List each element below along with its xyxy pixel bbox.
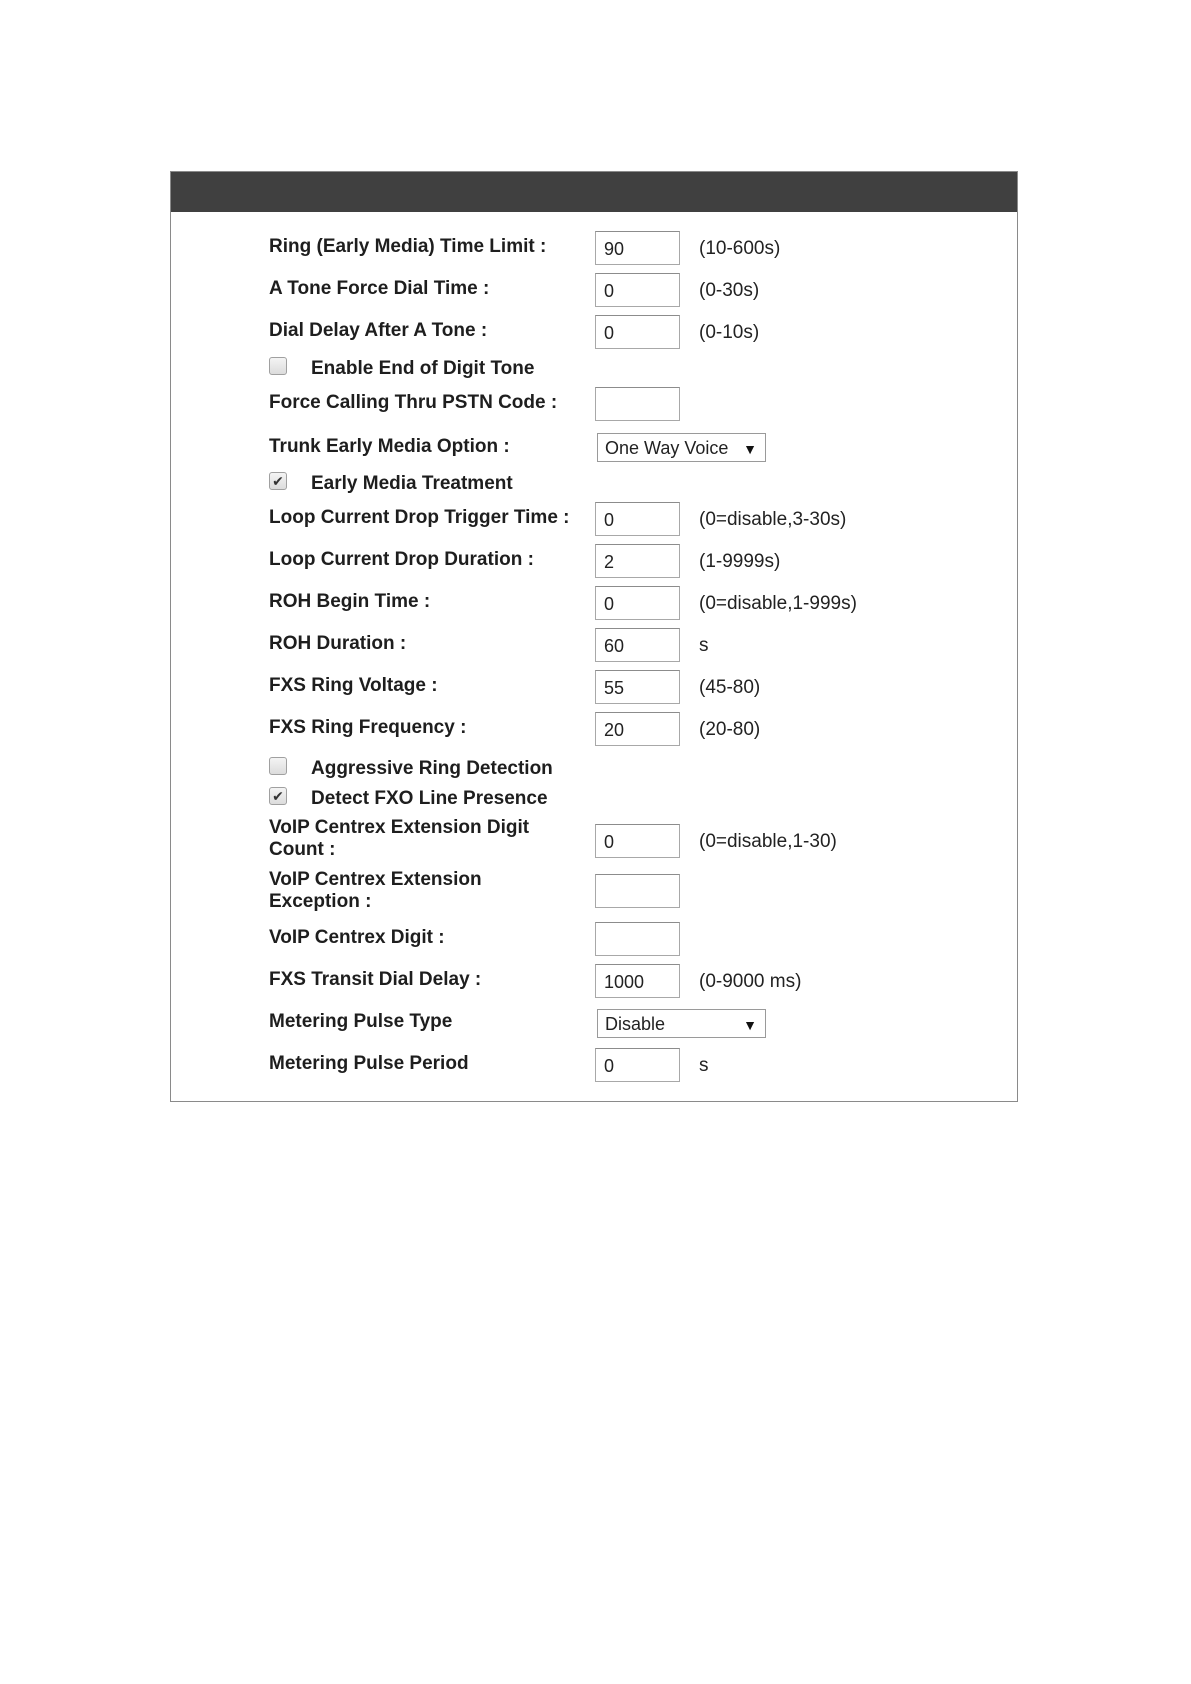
fxs-ring-voltage-input[interactable]: 55 bbox=[595, 670, 680, 704]
centrex-exception-input[interactable] bbox=[595, 874, 680, 908]
loop-drop-trigger-label: Loop Current Drop Trigger Time : bbox=[269, 507, 570, 528]
row-centrex-digit-count bbox=[171, 817, 1017, 865]
row-fxs-ring-frequency bbox=[171, 710, 1017, 748]
row-loop-drop-duration bbox=[171, 542, 1017, 580]
row-loop-drop-trigger bbox=[171, 500, 1017, 538]
force-calling-pstn-label: Force Calling Thru PSTN Code : bbox=[269, 392, 558, 413]
metering-pulse-type-value: Disable bbox=[605, 1014, 666, 1034]
ring-time-limit-label: Ring (Early Media) Time Limit : bbox=[269, 236, 547, 257]
fxs-ring-voltage-hint: (45-80) bbox=[699, 677, 761, 698]
detect-fxo-label: Detect FXO Line Presence bbox=[311, 788, 548, 809]
centrex-digit-count-label: VoIP Centrex Extension Digit Count : bbox=[269, 817, 530, 860]
ring-time-limit-input[interactable]: 90 bbox=[595, 231, 680, 265]
fxs-ring-frequency-hint: (20-80) bbox=[699, 719, 761, 740]
row-roh-begin bbox=[171, 584, 1017, 622]
row-ring-time-limit bbox=[171, 229, 1017, 267]
loop-drop-duration-hint: (1-9999s) bbox=[699, 551, 781, 572]
loop-drop-duration-input[interactable]: 2 bbox=[595, 544, 680, 578]
centrex-digit-count-input[interactable]: 0 bbox=[595, 824, 680, 858]
loop-drop-duration-label: Loop Current Drop Duration : bbox=[269, 549, 534, 570]
row-centrex-exception bbox=[171, 869, 1017, 917]
roh-duration-input[interactable]: 60 bbox=[595, 628, 680, 662]
metering-pulse-period-input[interactable]: 0 bbox=[595, 1048, 680, 1082]
row-fxs-transit-dial-delay bbox=[171, 962, 1017, 1000]
row-metering-pulse-period bbox=[171, 1046, 1017, 1084]
early-media-treatment-checkbox[interactable]: ✔ bbox=[269, 472, 287, 490]
settings-panel bbox=[170, 171, 1018, 1102]
detect-fxo-checkbox[interactable]: ✔ bbox=[269, 787, 287, 805]
row-tone-force-dial-time bbox=[171, 271, 1017, 309]
tone-force-dial-time-input[interactable]: 0 bbox=[595, 273, 680, 307]
aggressive-ring-checkbox[interactable] bbox=[269, 757, 287, 775]
roh-duration-unit: s bbox=[699, 635, 709, 656]
ring-time-limit-hint: (10-600s) bbox=[699, 238, 781, 259]
aggressive-ring-label: Aggressive Ring Detection bbox=[311, 758, 553, 779]
trunk-early-media-select[interactable] bbox=[597, 433, 766, 462]
loop-drop-trigger-input[interactable]: 0 bbox=[595, 502, 680, 536]
row-trunk-early-media bbox=[171, 427, 1017, 465]
metering-pulse-period-label: Metering Pulse Period bbox=[269, 1053, 469, 1074]
chevron-down-icon: ▼ bbox=[743, 1017, 757, 1033]
chevron-down-icon: ▼ bbox=[743, 441, 757, 457]
row-roh-duration bbox=[171, 626, 1017, 664]
fxs-ring-frequency-label: FXS Ring Frequency : bbox=[269, 717, 467, 738]
dial-delay-hint: (0-10s) bbox=[699, 322, 760, 343]
end-of-digit-tone-checkbox[interactable] bbox=[269, 357, 287, 375]
fxs-ring-voltage-label: FXS Ring Voltage : bbox=[269, 675, 438, 696]
dial-delay-input[interactable]: 0 bbox=[595, 315, 680, 349]
loop-drop-trigger-hint: (0=disable,3-30s) bbox=[699, 509, 847, 530]
roh-begin-input[interactable]: 0 bbox=[595, 586, 680, 620]
metering-pulse-type-select[interactable] bbox=[597, 1009, 766, 1038]
roh-begin-label: ROH Begin Time : bbox=[269, 591, 431, 612]
trunk-early-media-label: Trunk Early Media Option : bbox=[269, 436, 510, 457]
tone-force-dial-time-label: A Tone Force Dial Time : bbox=[269, 278, 490, 299]
fxs-transit-dial-delay-input[interactable]: 1000 bbox=[595, 964, 680, 998]
roh-duration-label: ROH Duration : bbox=[269, 633, 407, 654]
force-calling-pstn-input[interactable] bbox=[595, 387, 680, 421]
dial-delay-label: Dial Delay After A Tone : bbox=[269, 320, 488, 341]
fxs-ring-frequency-input[interactable]: 20 bbox=[595, 712, 680, 746]
row-force-calling-pstn bbox=[171, 385, 1017, 423]
panel-header-bar bbox=[171, 172, 1017, 212]
roh-begin-hint: (0=disable,1-999s) bbox=[699, 593, 857, 614]
metering-pulse-period-unit: s bbox=[699, 1055, 709, 1076]
centrex-digit-count-hint: (0=disable,1-30) bbox=[699, 831, 837, 852]
tone-force-dial-time-hint: (0-30s) bbox=[699, 280, 760, 301]
early-media-treatment-label: Early Media Treatment bbox=[311, 473, 513, 494]
centrex-digit-input[interactable] bbox=[595, 922, 680, 956]
metering-pulse-type-label: Metering Pulse Type bbox=[269, 1011, 453, 1032]
centrex-exception-label: VoIP Centrex Extension Exception : bbox=[269, 869, 482, 912]
centrex-digit-label: VoIP Centrex Digit : bbox=[269, 927, 445, 948]
fxs-transit-dial-delay-label: FXS Transit Dial Delay : bbox=[269, 969, 482, 990]
row-centrex-digit bbox=[171, 920, 1017, 958]
end-of-digit-tone-label: Enable End of Digit Tone bbox=[311, 358, 535, 379]
trunk-early-media-value: One Way Voice bbox=[605, 438, 729, 458]
row-fxs-ring-voltage bbox=[171, 668, 1017, 706]
row-dial-delay bbox=[171, 313, 1017, 351]
row-metering-pulse-type bbox=[171, 1004, 1017, 1042]
fxs-transit-dial-delay-hint: (0-9000 ms) bbox=[699, 971, 802, 992]
